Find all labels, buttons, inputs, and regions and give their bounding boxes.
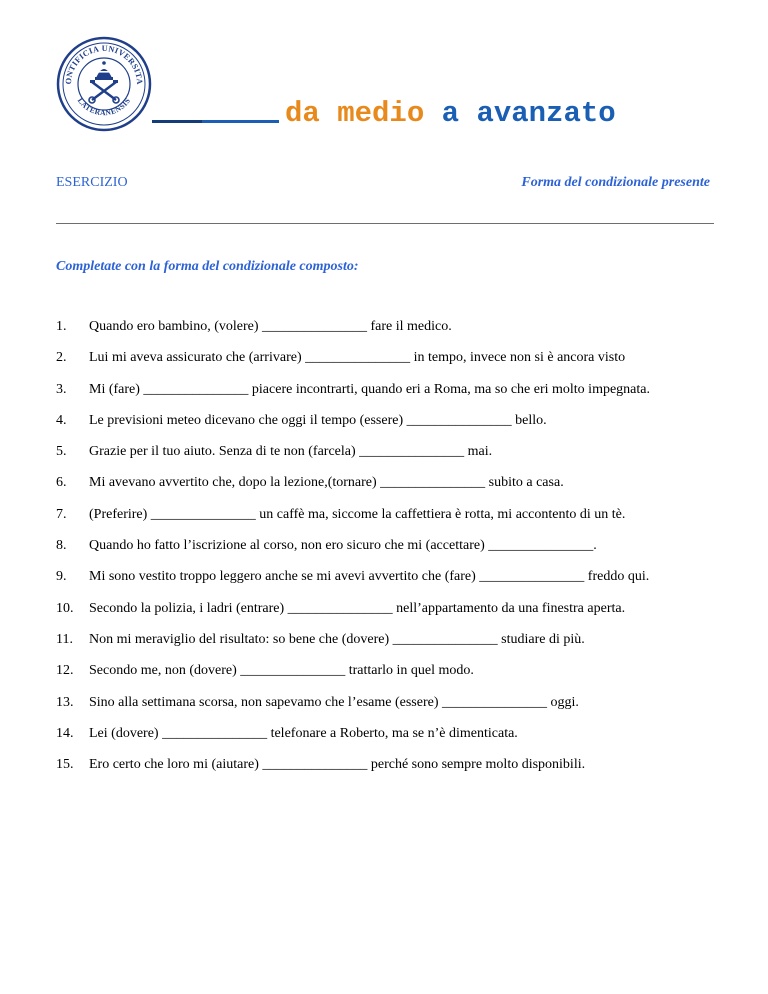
exercise-item xyxy=(56,381,726,412)
exercise-item xyxy=(56,694,726,725)
exercise-label: ESERCIZIO xyxy=(56,175,128,190)
exercise-number: 7. xyxy=(56,506,67,522)
exercise-number: 8. xyxy=(56,538,67,554)
exercise-number: 1. xyxy=(56,319,67,334)
exercise-number: 3. xyxy=(56,381,67,397)
banner-decorative-line xyxy=(152,120,279,123)
exercise-number: 4. xyxy=(56,412,67,428)
exercise-sentence: Secondo me, non (dovere) _______________ trattarlo in quel modo. xyxy=(89,663,474,679)
exercise-number: 12. xyxy=(56,663,74,679)
exercise-item xyxy=(56,506,726,537)
exercise-number: 13. xyxy=(56,694,74,710)
exercise-number: 9. xyxy=(56,569,67,585)
seal-text-bottom: LATERANENSIS xyxy=(75,96,133,118)
exercise-item xyxy=(56,318,726,349)
exercise-item xyxy=(56,725,726,756)
exercise-number: 15. xyxy=(56,757,74,773)
banner-title xyxy=(285,98,616,130)
exercise-item xyxy=(56,349,726,380)
exercise-number: 5. xyxy=(56,444,67,460)
exercise-sentence: Grazie per il tuo aiuto. Senza di te non (farcela) _______________ mai. xyxy=(89,444,493,460)
exercise-number: 14. xyxy=(56,725,74,741)
banner-title-orange: da medio xyxy=(285,97,425,130)
exercise-number: 2. xyxy=(56,350,67,366)
exercise-sentence: Ero certo che loro mi (aiutare) _______________ perché sono sempre molto disponibili. xyxy=(89,757,586,773)
exercise-sentence: Mi avevano avvertito che, dopo la lezione,(tornare) _______________ subito a casa. xyxy=(89,475,564,491)
exercise-sentence: (Preferire) _______________ un caffè ma, siccome la caffettiera è rotta, mi accontento di un tè. xyxy=(89,506,626,522)
exercise-sentence: Secondo la polizia, i ladri (entrare) _______________ nell’appartamento da una finestra aperta. xyxy=(89,600,626,616)
exercise-sentence: Mi (fare) _______________ piacere incontrarti, quando eri a Roma, ma so che eri molto impegnata. xyxy=(89,381,650,397)
exercise-item xyxy=(56,756,726,787)
exercise-item xyxy=(56,443,726,474)
exercise-sentence: Non mi meraviglio del risultato: so bene che (dovere) _______________ studiare di più. xyxy=(89,631,585,647)
header-divider xyxy=(56,223,714,224)
exercise-item xyxy=(56,412,726,443)
course-level-banner xyxy=(152,96,616,130)
exercise-topic: Forma del condizionale presente xyxy=(521,175,710,190)
exercise-sentence: Mi sono vestito troppo leggero anche se mi avevi avvertito che (fare) _______________ freddo qui. xyxy=(89,569,650,585)
exercise-item xyxy=(56,631,726,662)
instruction-text: Completate con la forma del condizionale composto: xyxy=(56,259,359,274)
exercise-item xyxy=(56,568,726,599)
university-seal-logo xyxy=(56,36,152,132)
exercise-number: 10. xyxy=(56,600,74,616)
exercise-sentence: Sino alla settimana scorsa, non sapevamo che l’esame (essere) _______________ oggi. xyxy=(89,694,579,710)
exercise-sentence: Lui mi aveva assicurato che (arrivare) _______________ in tempo, invece non si è ancora visto xyxy=(89,350,626,366)
seal-text-top: ONTIFICIA UNIVERSITA xyxy=(63,43,145,86)
exercise-item xyxy=(56,600,726,631)
exercise-item xyxy=(56,474,726,505)
exercise-sentence: Le previsioni meteo dicevano che oggi il tempo (essere) _______________ bello. xyxy=(89,412,547,428)
exercise-item xyxy=(56,537,726,568)
exercise-sentence: Quando ero bambino, (volere) _______________ fare il medico. xyxy=(89,319,452,334)
exercise-number: 6. xyxy=(56,475,67,491)
exercise-list xyxy=(56,318,726,787)
exercise-item xyxy=(56,662,726,693)
exercise-sentence: Lei (dovere) _______________ telefonare a Roberto, ma se n’è dimenticata. xyxy=(89,725,518,741)
exercise-sentence: Quando ho fatto l’iscrizione al corso, non ero sicuro che mi (accettare) _______________. xyxy=(89,538,597,554)
seal-icon xyxy=(56,36,152,132)
exercise-number: 11. xyxy=(56,631,73,647)
banner-title-blue: a avanzato xyxy=(424,97,616,130)
